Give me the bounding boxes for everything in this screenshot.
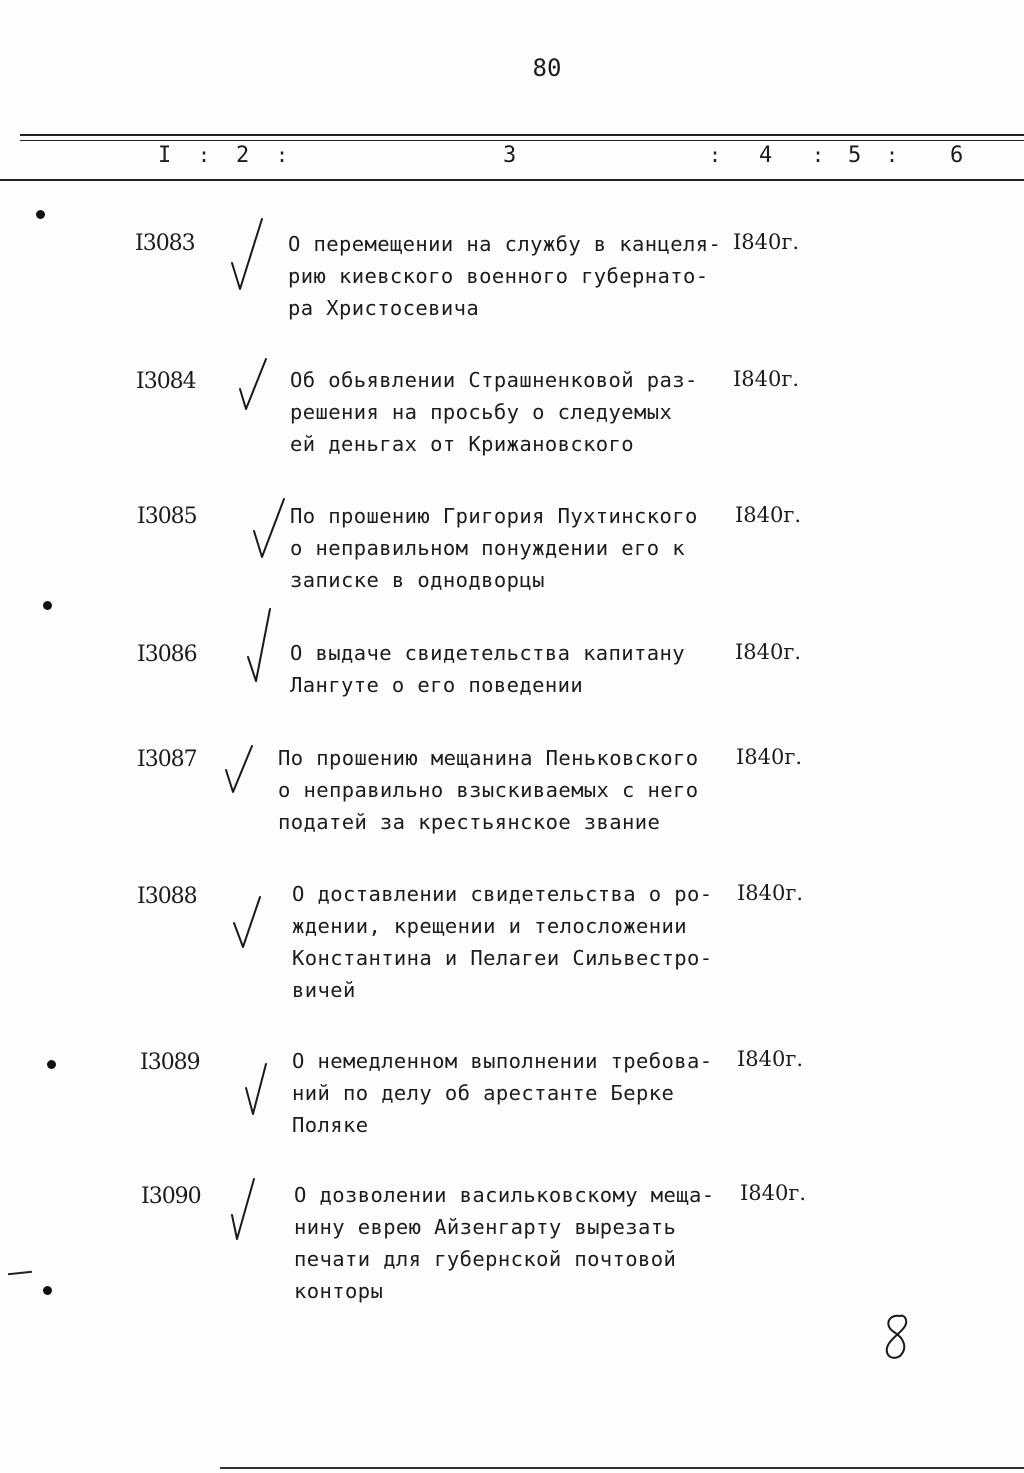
column-separator: : [276, 143, 289, 167]
entry-year: I840г. [735, 503, 802, 527]
page-number: 80 [532, 54, 562, 82]
checkmark-icon [242, 1060, 272, 1120]
binding-hole-mark [43, 601, 52, 610]
entry-number: I3090 [141, 1184, 201, 1209]
binding-hole-mark [47, 1060, 56, 1069]
column-header-1: I [158, 143, 172, 168]
entry-year: I840г. [737, 1047, 804, 1071]
entry-title: О дозволении васильковскому меща- нину еврею Айзенгарту вырезать печати для губернской почтовой конторы [294, 1183, 715, 1303]
handwritten-folio-icon [878, 1312, 918, 1362]
checkmark-icon [244, 605, 280, 685]
entry-number: I3089 [140, 1050, 200, 1075]
column-header-6: 6 [950, 143, 964, 168]
column-header-3: 3 [503, 143, 517, 168]
entry-number: I3085 [137, 504, 197, 529]
top-rule [20, 134, 1024, 136]
bottom-rule [220, 1467, 1024, 1469]
binding-hole-mark [43, 1286, 52, 1295]
column-separator: : [709, 143, 722, 167]
column-separator: : [812, 143, 825, 167]
binding-hole-mark [36, 210, 45, 219]
checkmark-icon [236, 355, 272, 415]
entry-title: О доставлении свидетельства о ро- ждении, крещении и телосложении Константина и Пелагеи Сильвестро- вичей [292, 882, 713, 1002]
top-rule-thin [20, 140, 1024, 141]
checkmark-icon [222, 742, 258, 798]
entry-year: I840г. [733, 230, 800, 254]
entry-number: I3087 [137, 747, 197, 772]
entry-year: I840г. [736, 745, 803, 769]
margin-stroke [8, 1271, 32, 1275]
entry-number: I3088 [137, 884, 197, 909]
checkmark-icon [230, 893, 266, 953]
entry-title: Об обьявлении Страшненковой раз- решения на просьбу о следуемых ей деньгах от Крижановского [290, 368, 698, 456]
column-header-5: 5 [848, 143, 862, 168]
entry-year: I840г. [740, 1181, 807, 1205]
entry-title: По прошению Григория Пухтинского о неправильном понуждении его к записке в однодворцы [290, 504, 698, 592]
checkmark-icon [228, 215, 268, 295]
checkmark-icon [250, 495, 290, 565]
column-header-4: 4 [759, 143, 773, 168]
column-separator: : [886, 143, 899, 167]
entry-number: I3083 [135, 231, 195, 256]
header-bottom-rule [0, 179, 1024, 181]
checkmark-icon [228, 1175, 260, 1245]
entry-year: I840г. [733, 367, 800, 391]
column-separator: : [198, 143, 211, 167]
entry-title: О выдаче свидетельства капитану Лангуте о его поведении [290, 641, 686, 697]
entry-number: I3086 [137, 642, 197, 667]
entry-title: По прошению мещанина Пеньковского о неправильно взыскиваемых с него податей за крестьянское звание [278, 746, 699, 834]
entry-year: I840г. [735, 640, 802, 664]
column-header-2: 2 [236, 143, 250, 168]
entry-title: О немедленном выполнении требова- ний по делу об арестанте Берке Поляке [292, 1049, 713, 1137]
entry-year: I840г. [737, 881, 804, 905]
entry-number: I3084 [136, 369, 196, 394]
entry-title: О перемещении на службу в канцеля- рию киевского военного губернато- ра Христосевича [288, 232, 722, 320]
